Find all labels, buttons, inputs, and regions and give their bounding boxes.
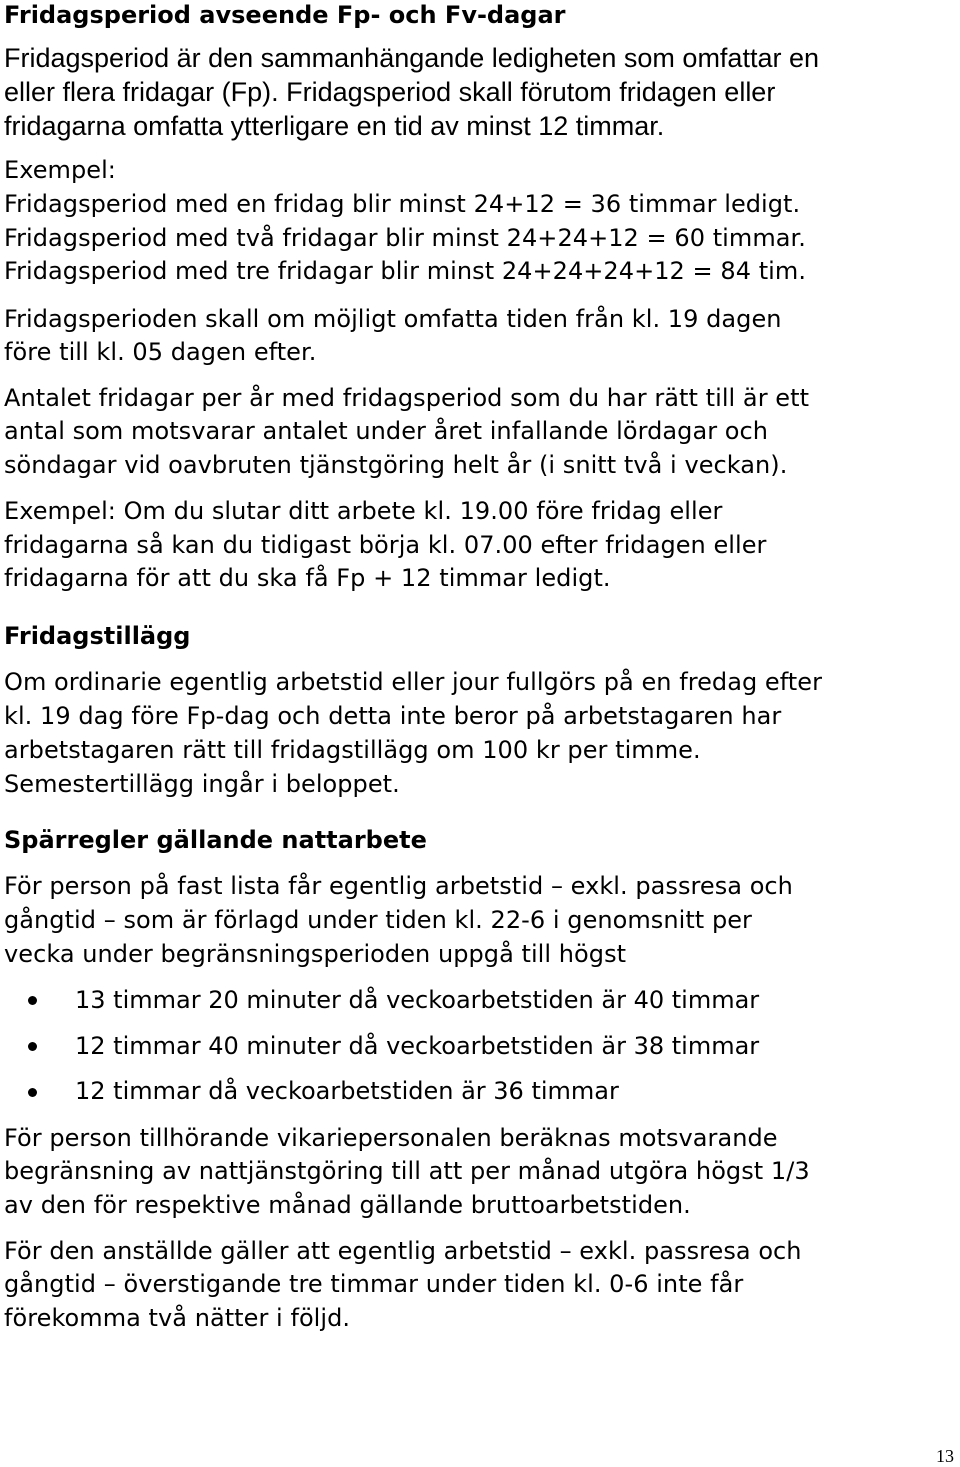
bullet-dot xyxy=(28,1042,37,1051)
sparr-line: För person på fast lista får egentlig arbetstid – exkl. passresa och xyxy=(4,872,793,900)
tillagg-line: arbetstagaren rätt till fridagstillägg om 100 kr per timme. xyxy=(4,736,701,764)
bullet-item: 12 timmar då veckoarbetstiden är 36 timmar xyxy=(75,1077,619,1105)
tillagg-line: kl. 19 dag före Fp-dag och detta inte beror på arbetstagaren har xyxy=(4,702,782,730)
example-line: Fridagsperiod med en fridag blir minst 24+12 = 36 timmar ledigt. xyxy=(4,190,801,218)
example2-line: Exempel: Om du slutar ditt arbete kl. 19.00 före fridag eller xyxy=(4,497,723,525)
example-line: Exempel: xyxy=(4,156,116,184)
tillagg-line: Semestertillägg ingår i beloppet. xyxy=(4,770,400,798)
example-line: Fridagsperiod med två fridagar blir minst 24+24+12 = 60 timmar. xyxy=(4,224,806,252)
heading-fridagstillagg: Fridagstillägg xyxy=(4,622,191,650)
heading-sparregler: Spärregler gällande nattarbete xyxy=(4,826,427,854)
page-number: 13 xyxy=(936,1446,954,1466)
example2-line: fridagarna för att du ska få Fp + 12 timmar ledigt. xyxy=(4,564,611,592)
anstalld-line: förekomma två nätter i följd. xyxy=(4,1304,351,1332)
bullet-dot xyxy=(28,996,37,1005)
count-line: antal som motsvarar antalet under året infallande lördagar och xyxy=(4,417,769,445)
vikarie-line: För person tillhörande vikariepersonalen beräknas motsvarande xyxy=(4,1124,778,1152)
intro-line: eller flera fridagar (Fp). Fridagsperiod skall förutom fridagen eller xyxy=(4,77,776,107)
vikarie-line: begränsning av nattjänstgöring till att per månad utgöra högst 1/3 xyxy=(4,1157,810,1185)
example-line: Fridagsperiod med tre fridagar blir minst 24+24+24+12 = 84 tim. xyxy=(4,257,806,285)
tillagg-line: Om ordinarie egentlig arbetstid eller jour fullgörs på en fredag efter xyxy=(4,668,822,696)
count-line: söndagar vid oavbruten tjänstgöring helt år (i snitt två i veckan). xyxy=(4,451,788,479)
period-line: Fridagsperioden skall om möjligt omfatta tiden från kl. 19 dagen xyxy=(4,305,782,333)
sparr-line: gångtid – som är förlagd under tiden kl. 22-6 i genomsnitt per xyxy=(4,906,752,934)
bullet-item: 12 timmar 40 minuter då veckoarbetstiden är 38 timmar xyxy=(75,1032,760,1060)
heading-fridagsperiod: Fridagsperiod avseende Fp- och Fv-dagar xyxy=(4,1,566,29)
example2-line: fridagarna så kan du tidigast börja kl. 07.00 efter fridagen eller xyxy=(4,531,767,559)
count-line: Antalet fridagar per år med fridagsperiod som du har rätt till är ett xyxy=(4,384,810,412)
vikarie-line: av den för respektive månad gällande bruttoarbetstiden. xyxy=(4,1191,691,1219)
intro-line: fridagarna omfatta ytterligare en tid av minst 12 timmar. xyxy=(4,111,665,141)
period-line: före till kl. 05 dagen efter. xyxy=(4,338,317,366)
bullet-dot xyxy=(28,1088,37,1097)
bullet-item: 13 timmar 20 minuter då veckoarbetstiden är 40 timmar xyxy=(75,986,760,1014)
sparr-line: vecka under begränsningsperioden uppgå till högst xyxy=(4,940,627,968)
intro-line: Fridagsperiod är den sammanhängande ledigheten som omfattar en xyxy=(4,43,819,73)
anstalld-line: För den anställde gäller att egentlig arbetstid – exkl. passresa och xyxy=(4,1237,802,1265)
anstalld-line: gångtid – överstigande tre timmar under tiden kl. 0-6 inte får xyxy=(4,1270,744,1298)
